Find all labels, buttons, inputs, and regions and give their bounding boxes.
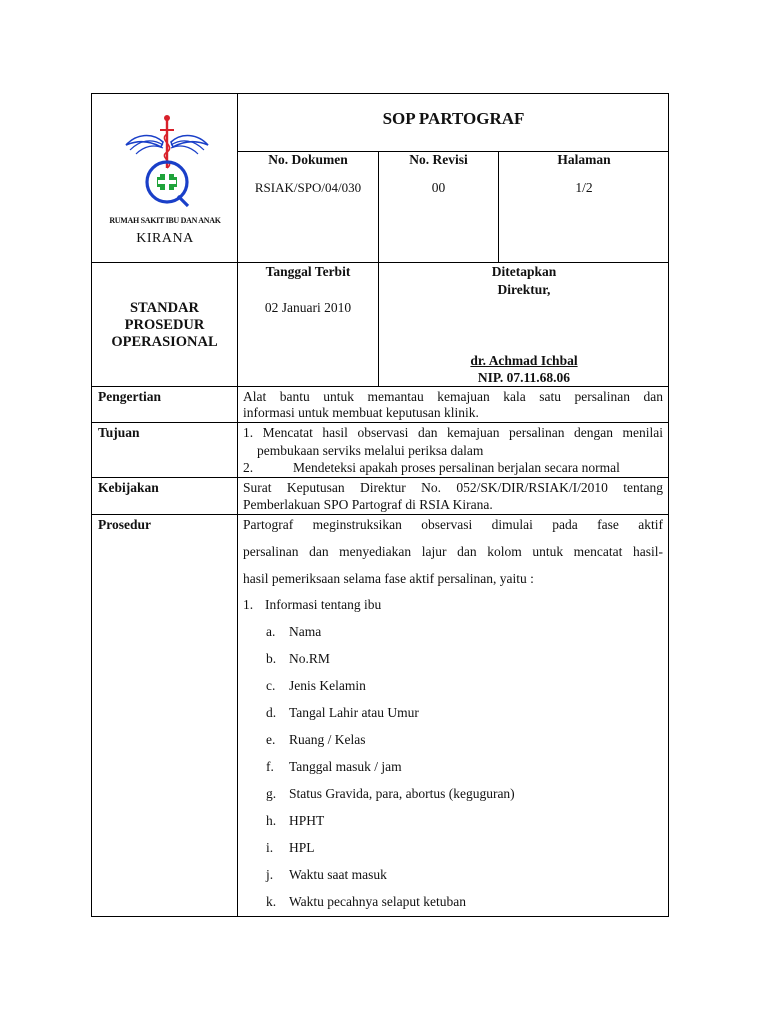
hospital-logo	[122, 110, 212, 214]
row-divider	[92, 386, 669, 387]
list-item-letter: k.	[266, 894, 277, 909]
pengertian-label: Pengertian	[98, 389, 161, 404]
prosedur-text: Partograf meginstruksikan observasi dimulai pada fase aktif	[243, 517, 663, 532]
sop-document	[91, 93, 669, 917]
approver-nip: NIP. 07.11.68.06	[477, 370, 571, 385]
list-item-text: Ruang / Kelas	[289, 732, 366, 747]
prosedur-text: persalinan dan menyediakan lajur dan kolom untuk mencatat hasil-	[243, 544, 663, 559]
row-divider	[92, 262, 669, 263]
tujuan-item-2-num: 2.	[243, 460, 254, 475]
list-item-text: Status Gravida, para, abortus (keguguran)	[289, 786, 515, 801]
hospital-name: KIRANA	[136, 231, 194, 246]
list-item-letter: j.	[266, 867, 274, 882]
tujuan-item-2: Mendeteksi apakah proses persalinan berjalan secara normal	[293, 460, 620, 475]
list-item-text: Waktu saat masuk	[289, 867, 387, 882]
approved-label: Ditetapkan	[491, 264, 557, 279]
doc-no-label: No. Dokumen	[268, 152, 348, 167]
list-item-text: HPL	[289, 840, 315, 855]
list-item-letter: i.	[266, 840, 274, 855]
list-item-text: Tanggal masuk / jam	[289, 759, 402, 774]
approved-role: Direktur,	[497, 282, 551, 297]
pengertian-text: Alat bantu untuk memantau kemajuan kala satu persalinan dan	[243, 389, 663, 404]
prosedur-item-1: Informasi tentang ibu	[265, 597, 382, 612]
list-item-text: Waktu pecahnya selaput ketuban	[289, 894, 466, 909]
tujuan-item-1: 1. Mencatat hasil observasi dan kemajuan persalinan dengan menilai	[243, 425, 663, 440]
page-value: 1/2	[575, 180, 593, 195]
page-label: Halaman	[557, 152, 611, 167]
tujuan-item-1-cont: pembukaan serviks melalui periksa dalam	[257, 443, 484, 458]
revision-value: 00	[431, 180, 446, 195]
list-item-letter: b.	[266, 651, 277, 666]
list-item-text: Nama	[289, 624, 322, 639]
list-item-letter: g.	[266, 786, 277, 801]
list-item-text: Tangal Lahir atau Umur	[289, 705, 419, 720]
prosedur-item-1-num: 1.	[243, 597, 254, 612]
hospital-subtitle: RUMAH SAKIT IBU DAN ANAK	[109, 216, 221, 225]
kebijakan-text: Pemberlakuan SPO Partograf di RSIA Kirana.	[243, 497, 493, 512]
row-divider	[92, 477, 669, 478]
approver-name: dr. Achmad Ichbal	[470, 353, 578, 368]
list-item-text: HPHT	[289, 813, 325, 828]
prosedur-label: Prosedur	[98, 517, 151, 532]
page-title: SOP PARTOGRAF	[382, 109, 525, 128]
list-item-letter: h.	[266, 813, 277, 828]
pengertian-text: informasi untuk membuat keputusan klinik.	[243, 405, 479, 420]
list-item-letter: e.	[266, 732, 276, 747]
sop-type-line3: OPERASIONAL	[111, 334, 218, 350]
prosedur-text: hasil pemeriksaan selama fase aktif persalinan, yaitu :	[243, 571, 534, 586]
column-divider	[237, 94, 238, 917]
list-item-text: Jenis Kelamin	[289, 678, 366, 693]
list-item-letter: a.	[266, 624, 276, 639]
list-item-text: No.RM	[289, 651, 330, 666]
row-divider	[92, 422, 669, 423]
issue-date-value: 02 Januari 2010	[264, 300, 352, 315]
list-item-letter: f.	[266, 759, 274, 774]
revision-label: No. Revisi	[409, 152, 468, 167]
row-divider	[92, 514, 669, 515]
sop-type-line2: PROSEDUR	[124, 317, 205, 333]
kebijakan-label: Kebijakan	[98, 480, 159, 495]
tujuan-label: Tujuan	[98, 425, 140, 440]
kebijakan-text: Surat Keputusan Direktur No. 052/SK/DIR/RSIAK/I/2010 tentang	[243, 480, 663, 495]
list-item-letter: c.	[266, 678, 276, 693]
issue-date-label: Tanggal Terbit	[265, 264, 351, 279]
sop-type-line1: STANDAR	[129, 300, 200, 316]
list-item-letter: d.	[266, 705, 277, 720]
hospital-caduceus-logo-icon	[122, 110, 212, 214]
doc-no-value: RSIAK/SPO/04/030	[254, 180, 362, 195]
